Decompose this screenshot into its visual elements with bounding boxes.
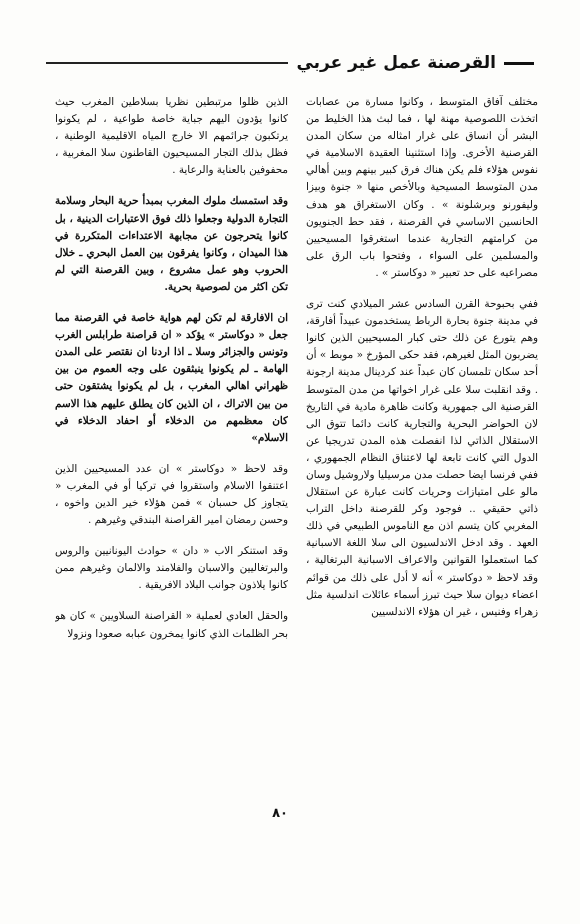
text-column-right — [306, 94, 538, 814]
page-number: ٨٠ — [272, 806, 288, 821]
running-head — [46, 48, 534, 78]
head-rule-short — [504, 62, 534, 65]
paragraph: ففي بحبوحة القرن السادس عشر الميلادي كنت ترى في مدينة جنوة بحارة الرباط يستخدمون عبيداً أفارقة، وهم يتورع عن ذلك حتى كبار المسيحيين الذين كانوا يضربون المثل لغيرهم، فقد حكى المؤرخ « موبط » أن أحد سكان تلمسان كان عبداً عند كردينال مدينة ارجونة . وقد انقلبت سلا على غرار اخواتها من مدن المتوسط القرصنية الى جمهورية وكانت ظاهرة مادية في التاريخ لان الحواضر البحرية والتجارية كانت دائما تتوق الى الاستقلال الذاتي لذا انفصلت هذه المدن تدريجيا عن الدول التي كانت تابعة لها لاعتناق النظام الجمهوري ، ففي فرنسا ايضا حصلت مدن مرسيليا ولاروشيل وسان مالو على امتيازات وحريات كانت عبارة عن استقلال ذاتي حقيقي .. فوجود وكر للقرصنة داخل التراب المغربي كان يتسم اذن مع الناموس الطبيعي في ذلك العهد . وقد ادخل الاندلسيون الى سلا اللغة الاسبانية كما استعملوا القوانين والاعراف الاسبانية البرتغالية ، وقد لاحظ « دوكاستر » أنه لا أدل على ذلك من قوائم اعضاء ديوان سلا حيث تبرز أسماء عائلات اندلسية مثل زهراء وفنيس ، غير ان هؤلاء الاندلسيين — [306, 298, 538, 618]
paragraph: والحقل العادي لعملية « القراصنة السلاويين » كان هو بحر الظلمات الذي كانوا يمخرون عبابه صعودا ونزولا — [55, 610, 288, 640]
paragraph: الذين ظلوا مرتبطين نظريا بسلاطين المغرب حيث كانوا يؤدون اليهم جباية خاصة طواعية ، لم يكونوا يرتكبون جرائمهم الا خارج المياه الاقليمية الوطنية ، فظل بذلك التجار المسيحيون القاطنون سلا المغربية ، محفوفين بالعناية والرعاية . — [55, 96, 288, 177]
paragraph: مختلف آفاق المتوسط ، وكانوا مسارة من عصابات اتخذت اللصوصية مهنة لها ، فما لبث هذا الخليط من البشر أن انساق على غرار امثاله من سكان المدن القرصنية الأخرى. وإذا استثنينا العقيدة الاسلامية في نفوس هؤلاء فلم يكن هناك فرق كبير بينهم وبين أهالي مدن المتوسط المسيحية وبالأخص منها « جنوة وبيزا وليفورنو وبرشلونة » . وكان الاستغراق هو هدف الحانسين الاساسي في القرصنة ، فقد حط الجنويون من كرامتهم التجارية عندما استغرقوا المسيحيين والمسلمين على السواء ، وفتحوا باب الرق على مصراعيه على حد تعبير « دوكاستر » . — [306, 96, 538, 279]
paragraph: وقد لاحظ « دوكاستر » ان عدد المسيحيين الذين اعتنقوا الاسلام واستقروا في تركيا أو في المغرب « يتجاوز كل حسبان » فمن هؤلاء خير الدين واخوه ، وحسن رمضان امير القراصنة البندقي وغيرهم . — [55, 462, 288, 527]
paragraph: وقد استنكر الاب « دان » حوادث اليونانيين والروس والبرتغاليين والاسبان والفلامند والالمان وغيرهم ممن كانوا يلاذون جوانب البلاد الافريقية . — [55, 545, 288, 592]
running-head-title: القرصنة عمل غير عربي — [296, 53, 496, 73]
head-rule-long — [46, 62, 288, 64]
paragraph-bold: ان الافارقة لم تكن لهم هواية خاصة في القرصنة مما جعل « دوكاستر » يؤكد « ان قراصنة طرابلس الغرب وتونس والجزائر وسلا ـ اذا اردنا ان نقتصر على المدن الهامة ـ لم يكونوا ينبثقون على وجه العموم من بين ظهراني اهالي المغرب ، بل لم يكونوا يشتقون حتى من بين الاتراك ، ان الذين كان يطلق عليهم هذا الاسم كان معظمهم من الدخلاء أو احفاد الدخلاء في الاسلام» — [55, 312, 288, 444]
text-column-left — [55, 94, 288, 814]
paragraph-bold: وقد استمسك ملوك المغرب بمبدأ حرية البحار وسلامة التجارة الدولية وجعلوا ذلك فوق الاعتبارات الدينية ، بل كانوا يتحرجون عن مجابهة الاعتداءات المتكررة في هذا الميدان ، وكانوا يفرقون بين العمل البحري ـ خلال الحروب وهو عمل مشروع ، وبين القرصنة التي لم تكن اكثر من لصوصية بحرية. — [55, 195, 288, 293]
